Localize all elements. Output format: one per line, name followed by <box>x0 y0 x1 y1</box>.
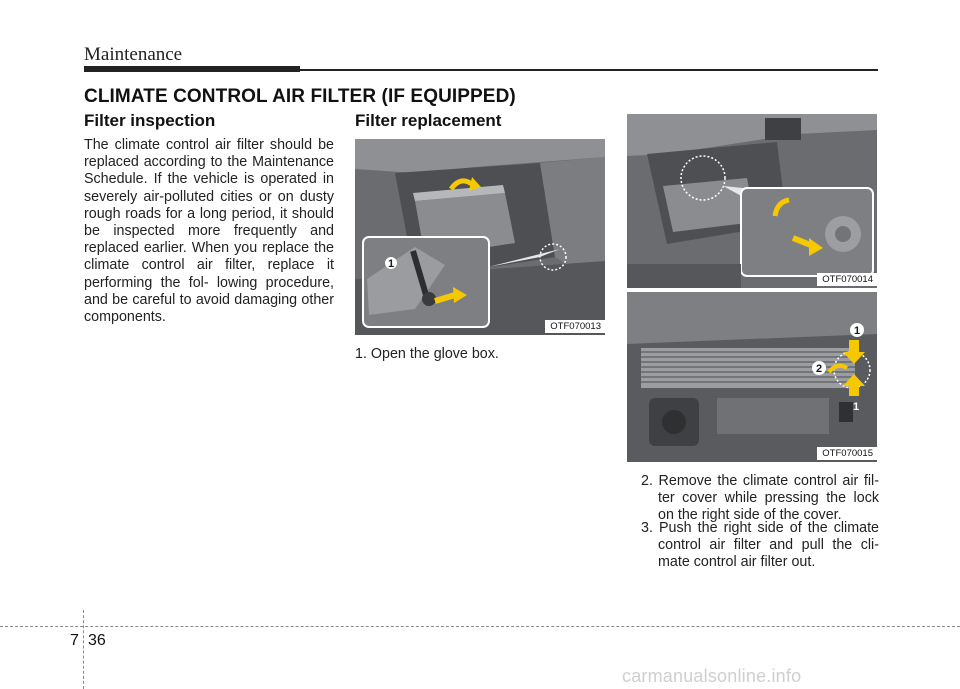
photo-code-label: OTF070015 <box>817 447 877 460</box>
header-title: Maintenance <box>84 44 183 65</box>
callout-number: 2 <box>815 363 823 375</box>
step-1: 1. Open the glove box. <box>355 346 499 362</box>
filter-removal-photo <box>627 292 877 462</box>
callout-number: 1 <box>852 401 860 413</box>
header-rule-thin <box>300 69 878 71</box>
step-2: 2. Remove the climate control air fil- ter cover while pressing the lock on the right side of the cover. <box>641 473 879 524</box>
footer-vertical-divider <box>83 610 84 689</box>
filter-inspection-heading: Filter inspection <box>84 111 216 130</box>
section-title: CLIMATE CONTROL AIR FILTER (IF EQUIPPED) <box>84 86 516 107</box>
filter-inspection-body: The climate control air filter should be replaced according to the Maintenance Schedule. If the vehicle is operated in severely air-polluted cities or on dusty rough roads for a long period, it should be inspected more frequently and replaced earlier. When you replace the climate control air filter, replace it performing the fol- lowing procedure, and be careful to avoid damaging other components. <box>84 137 334 326</box>
page-number: 36 <box>88 632 106 649</box>
filter-removal-illustration <box>627 292 877 462</box>
filter-cover-photo <box>627 114 877 288</box>
filter-cover-illustration <box>627 114 877 288</box>
footer-divider <box>0 626 960 627</box>
photo-code-label: OTF070013 <box>545 320 605 333</box>
chapter-number: 7 <box>70 632 79 649</box>
glove-box-photo <box>355 139 605 335</box>
step-3: 3. Push the right side of the climate control air filter and pull the cli- mate control air filter out. <box>641 520 879 571</box>
header-rule-thick <box>84 66 300 72</box>
callout-number: 1 <box>387 258 395 270</box>
filter-replacement-heading: Filter replacement <box>355 111 502 130</box>
photo-code-label: OTF070014 <box>817 273 877 286</box>
glove-box-illustration <box>355 139 605 335</box>
watermark: carmanualsonline.info <box>622 666 802 686</box>
callout-number: 1 <box>853 325 861 337</box>
